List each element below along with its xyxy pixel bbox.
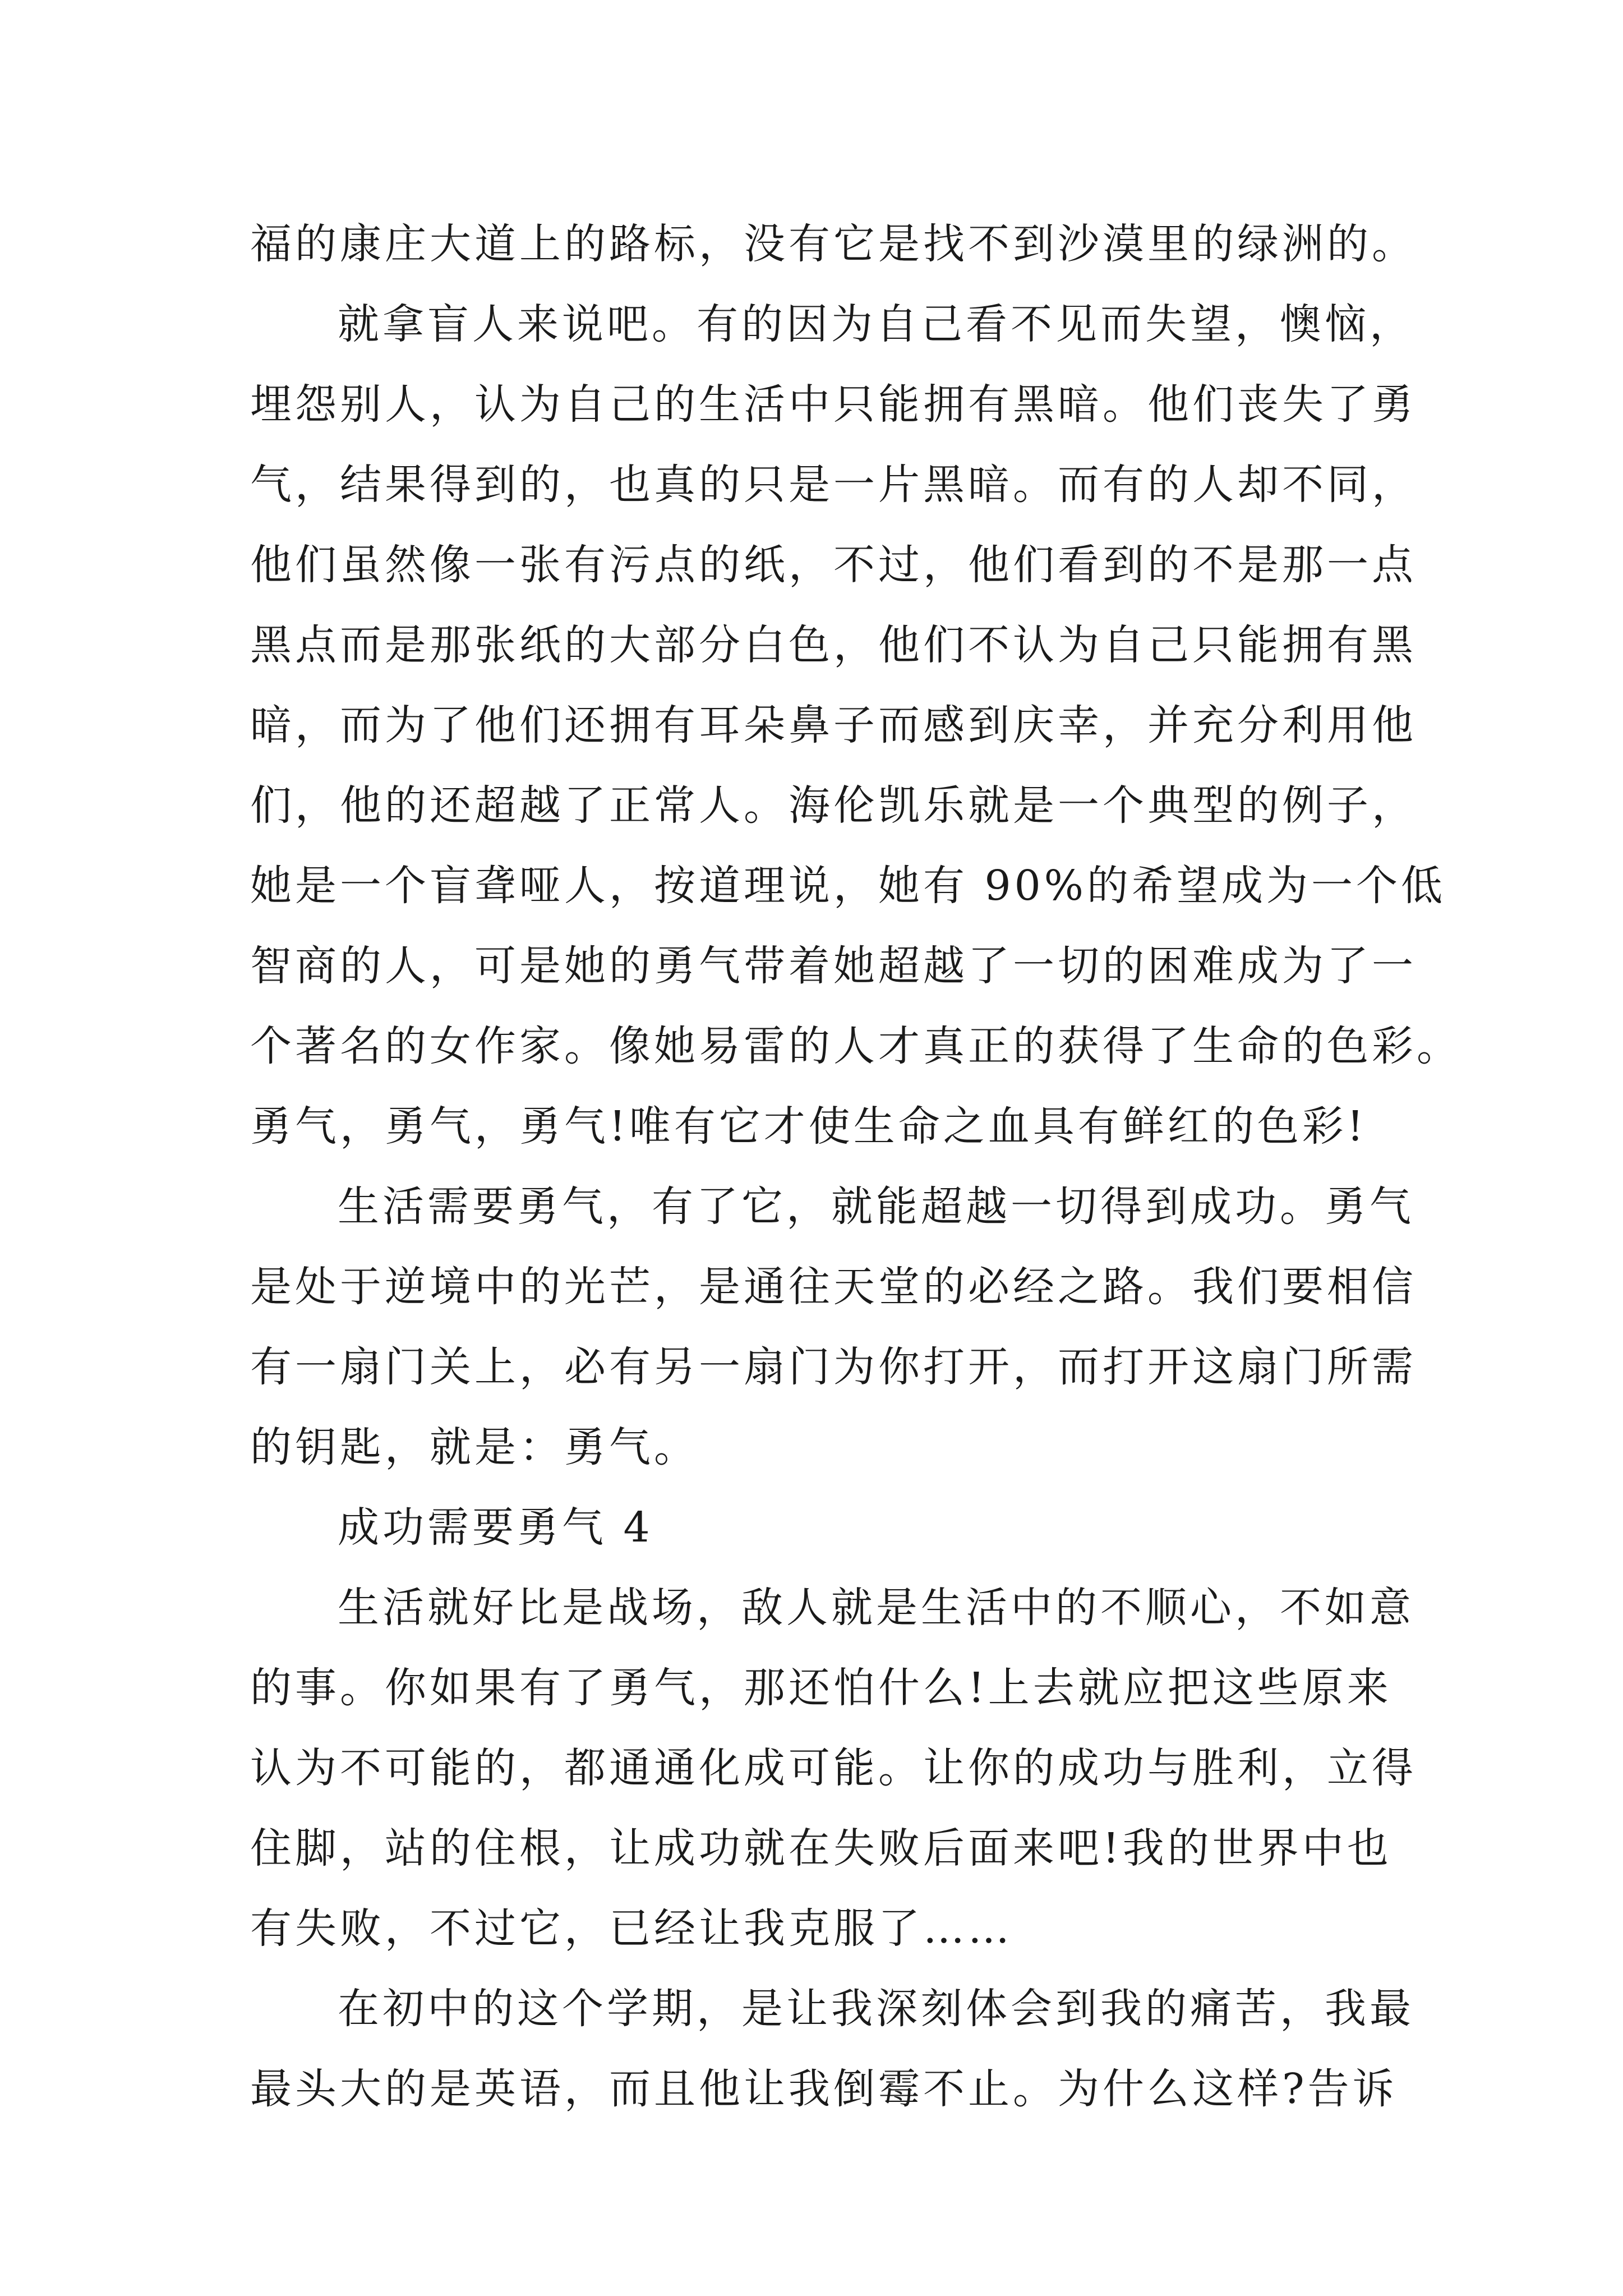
text-line: 个著名的女作家。像她易雷的人才真正的获得了生命的色彩。 [250,1022,1461,1070]
text-line: 有一扇门关上，必有另一扇门为你打开，而打开这扇门所需 [250,1343,1417,1391]
text-line: 暗，而为了他们还拥有耳朵鼻子而感到庆幸，并充分利用他 [250,701,1417,749]
text-line: 黑点而是那张纸的大部分白色，他们不认为自己只能拥有黑 [250,621,1417,669]
paragraph-first-line: 生活需要勇气，有了它，就能超越一切得到成功。勇气 [338,1182,1414,1231]
text-line: 他们虽然像一张有污点的纸，不过，他们看到的不是那一点 [250,541,1417,589]
text-line: 她是一个盲聋哑人，按道理说，她有 90%的希望成为一个低 [250,862,1446,910]
text-line: 气，结果得到的，也真的只是一片黑暗。而有的人却不同， [250,461,1417,509]
section-heading: 成功需要勇气 4 [338,1503,653,1552]
text-line: 有失败，不过它，已经让我克服了…… [250,1904,1013,1953]
text-line: 最头大的是英语，而且他让我倒霉不止。为什么这样?告诉 [250,2065,1398,2113]
text-line: 埋怨别人，认为自己的生活中只能拥有黑暗。他们丧失了勇 [250,380,1417,429]
text-line: 是处于逆境中的光芒，是通往天堂的必经之路。我们要相信 [250,1263,1417,1311]
document-body [250,204,1461,2129]
paragraph-first-line: 就拿盲人来说吧。有的因为自己看不见而失望，懊恼， [338,300,1414,348]
text-line: 们，他的还超越了正常人。海伦凯乐就是一个典型的例子， [250,781,1417,830]
text-line: 的事。你如果有了勇气，那还怕什么!上去就应把这些原来 [250,1664,1392,1712]
paragraph-first-line: 生活就好比是战场，敌人就是生活中的不顺心，不如意 [338,1584,1414,1632]
text-line: 智商的人，可是她的勇气带着她超越了一切的困难成为了一 [250,942,1417,990]
text-line: 福的康庄大道上的路标，没有它是找不到沙漠里的绿洲的。 [250,220,1417,268]
text-line: 的钥匙，就是：勇气。 [250,1423,699,1471]
text-line: 认为不可能的，都通通化成可能。让你的成功与胜利，立得 [250,1744,1417,1792]
text-line: 勇气，勇气，勇气!唯有它才使生命之血具有鲜红的色彩! [250,1102,1367,1151]
paragraph-first-line: 在初中的这个学期，是让我深刻体会到我的痛苦，我最 [338,1985,1414,2033]
text-line: 住脚，站的住根，让成功就在失败后面来吧!我的世界中也 [250,1824,1392,1872]
